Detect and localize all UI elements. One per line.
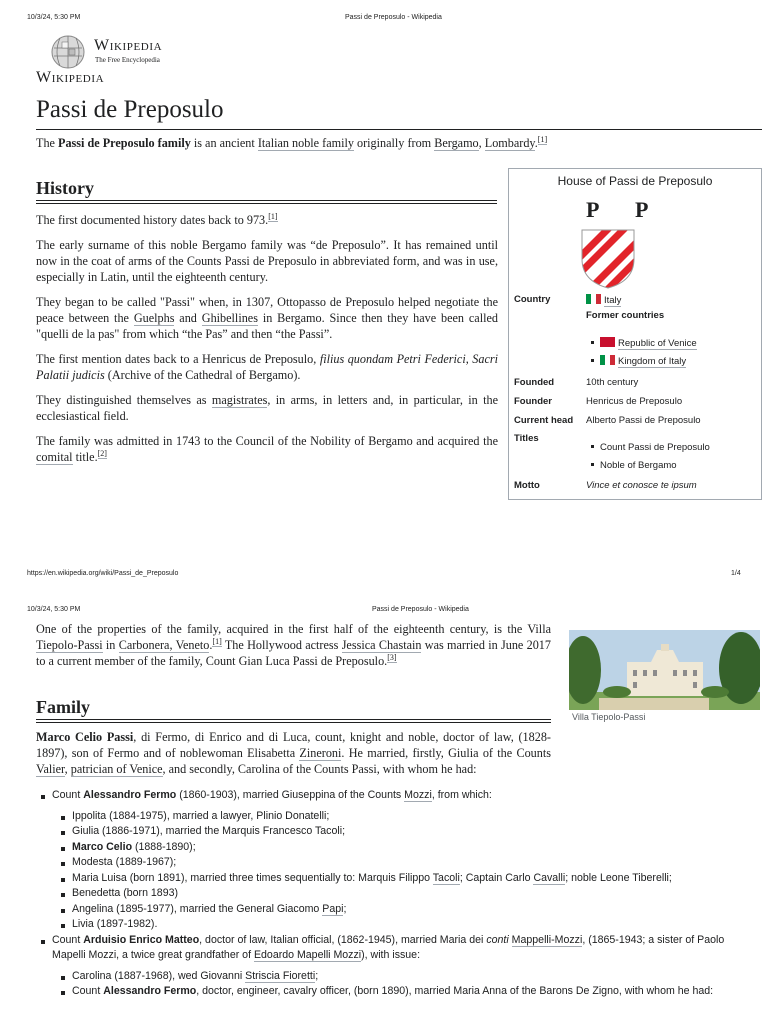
print-url: https://en.wikipedia.org/wiki/Passi_de_Preposulo bbox=[27, 570, 179, 577]
link-republic-of-venice[interactable]: Republic of Venice bbox=[618, 338, 697, 349]
link-zineroni[interactable]: Zineroni bbox=[299, 746, 342, 760]
coat-of-arms-shield[interactable] bbox=[581, 229, 635, 292]
villa-paragraph: One of the properties of the family, acquired in the first half of the eighteenth century, is the Villa Tiepolo-Passi in Carbonera, Veneto.[1] The Hollywood actress Jessica Chastain was married in June 2017 to a current member of the family, Count Gian Luca Passi de Preposulo.[3] bbox=[36, 622, 551, 668]
link-valier[interactable]: Valier bbox=[36, 762, 65, 776]
heading-rule bbox=[36, 200, 497, 204]
link-italy[interactable]: Italy bbox=[604, 295, 622, 306]
value-title-1: Count Passi de Preposulo bbox=[591, 442, 710, 453]
history-p4: The first mention dates back to a Henricus de Preposulo, filius quondam Petri Federici, Sacri Palatii judicis (Archive of the Cathedral of Bergamo). bbox=[36, 352, 498, 382]
print-title: Passi de Preposulo - Wikipedia bbox=[372, 606, 469, 613]
link-villa-tiepolo-passi[interactable]: Tiepolo-Passi bbox=[36, 638, 103, 652]
villa-photo-caption: Villa Tiepolo-Passi bbox=[572, 712, 646, 722]
value-country bbox=[586, 294, 621, 306]
list-item: Livia (1897-1982). bbox=[36, 917, 736, 933]
history-p3: They began to be called "Passi" when, in 1307, Ottopasso de Preposulo helped negotiate the peace between the Guelphs and Ghibellines in Bergamo. Since then they have been called "quelli de la pas" from which “the Pas” and then “the Passi”. bbox=[36, 295, 498, 341]
print-date: 10/3/24, 5:30 PM bbox=[27, 606, 81, 613]
wikipedia-globe-logo[interactable] bbox=[50, 34, 86, 70]
link-tacoli[interactable]: Tacoli bbox=[432, 871, 460, 884]
history-p1: The first documented history dates back to 973.[1] bbox=[36, 211, 278, 227]
arms-letter-left: P bbox=[586, 197, 600, 222]
citation-3[interactable]: [3] bbox=[387, 652, 397, 662]
history-section bbox=[36, 212, 498, 465]
history-p5: They distinguished themselves as magistrates, in arms, in letters and, in particular, in the ecclesiastical field. bbox=[36, 393, 499, 423]
link-lombardy[interactable]: Lombardy bbox=[484, 136, 535, 150]
list-item: Count Alessandro Fermo (1860-1903), married Giuseppina of the Counts Mozzi, from which: bbox=[36, 788, 736, 804]
link-bergamo[interactable]: Bergamo bbox=[434, 136, 479, 150]
bullet-icon bbox=[591, 359, 594, 362]
print-page-number: 1/4 bbox=[731, 570, 741, 577]
wordmark-secondary: Wikipedia bbox=[36, 69, 105, 86]
italy-flag-icon bbox=[586, 294, 601, 304]
link-striscia-fioretti[interactable]: Striscia Fioretti bbox=[245, 969, 316, 982]
arms-letter-right: P bbox=[635, 197, 649, 222]
history-p6: The family was admitted in 1743 to the Council of the Nobility of Bergamo and acquired the comital title.[2] bbox=[36, 434, 498, 464]
link-mappelli-mozzi[interactable]: Mappelli-Mozzi bbox=[511, 933, 583, 946]
infobox bbox=[508, 168, 762, 500]
label-titles: Titles bbox=[514, 433, 539, 444]
print-title: Passi de Preposulo - Wikipedia bbox=[345, 14, 442, 21]
intro-paragraph: The Passi de Preposulo family is an ancient Italian noble family originally from Bergamo, Lombardy.[1] bbox=[36, 134, 548, 150]
link-patrician-of-venice[interactable]: patrician of Venice bbox=[70, 762, 163, 776]
value-former-2 bbox=[591, 355, 686, 367]
link-italian-nobility[interactable]: Italian noble family bbox=[257, 136, 354, 150]
bullet-icon bbox=[591, 463, 594, 466]
value-founder: Henricus de Preposulo bbox=[586, 396, 683, 407]
page-title: Passi de Preposulo bbox=[36, 96, 224, 123]
value-former-1 bbox=[591, 337, 697, 349]
link-kingdom-of-italy[interactable]: Kingdom of Italy bbox=[618, 356, 687, 367]
list-item: Carolina (1887-1968), wed Giovanni Striscia Fioretti; bbox=[36, 969, 736, 985]
villa-photo[interactable] bbox=[569, 630, 760, 710]
link-mozzi[interactable]: Mozzi bbox=[404, 789, 432, 801]
list-item: Marco Celio (1888-1890); bbox=[36, 840, 736, 856]
label-founder: Founder bbox=[514, 396, 552, 407]
infobox-title: House of Passi de Preposulo bbox=[557, 174, 713, 188]
link-guelphs[interactable]: Guelphs bbox=[133, 311, 175, 325]
value-title-2: Noble of Bergamo bbox=[591, 460, 677, 471]
list-item: Count Alessandro Fermo, doctor, engineer, cavalry officer, (born 1890), married Maria Anna of the Barons De Zigno, with whom he had: bbox=[36, 984, 736, 1000]
citation-1[interactable]: [1] bbox=[268, 211, 278, 221]
link-ghibellines[interactable]: Ghibellines bbox=[201, 311, 258, 325]
heading-family: Family bbox=[36, 697, 90, 717]
family-list bbox=[36, 788, 736, 1000]
value-founded: 10th century bbox=[586, 377, 639, 388]
citation-1[interactable]: [1] bbox=[537, 134, 548, 144]
title-rule bbox=[36, 129, 762, 130]
list-item: Maria Luisa (born 1891), married three times sequentially to: Marquis Filippo Tacoli; Captain Carlo Cavalli; noble Leone Tiberelli; bbox=[36, 871, 736, 887]
link-edoardo-mapelli-mozzi[interactable]: Edoardo Mapelli Mozzi bbox=[253, 949, 362, 961]
heading-history: History bbox=[36, 178, 94, 198]
link-carbonera[interactable]: Carbonera, Veneto bbox=[118, 638, 210, 652]
link-comital[interactable]: comital bbox=[36, 450, 73, 464]
list-item: Giulia (1886-1971), married the Marquis Francesco Tacoli; bbox=[36, 824, 736, 840]
history-p2: The early surname of this noble Bergamo family was “de Preposulo”. It has remained until now in the coat of arms of the Counts Passi de Preposulo in abbreviated form, and was in use, especially in Latin, until the eighteenth century. bbox=[36, 238, 498, 284]
label-founded: Founded bbox=[514, 377, 555, 388]
label-former-countries: Former countries bbox=[586, 310, 665, 321]
value-motto: Vince et conosce te ipsum bbox=[586, 480, 697, 491]
bullet-icon bbox=[591, 341, 594, 344]
label-country: Country bbox=[514, 294, 551, 305]
label-current-head: Current head bbox=[514, 415, 574, 426]
heading-rule bbox=[36, 719, 551, 723]
link-magistrates[interactable]: magistrates bbox=[211, 393, 268, 407]
citation-1[interactable]: [1] bbox=[212, 636, 222, 646]
list-item: Ippolita (1884-1975), married a lawyer, Plinio Donatelli; bbox=[36, 809, 736, 825]
label-motto: Motto bbox=[514, 480, 540, 491]
list-item: Modesta (1889-1967); bbox=[36, 855, 736, 871]
list-item: Count Arduisio Enrico Matteo, doctor of law, Italian official, (1862-1945), married Maria dei conti Mappelli-Mozzi, (1865-1943; a sister of Paolo Mapelli Mozzi, a twice great grandfather of Edoardo Mapelli Mozzi), with issue: bbox=[36, 933, 736, 964]
link-jessica-chastain[interactable]: Jessica Chastain bbox=[341, 638, 422, 652]
wordmark: Wikipedia bbox=[94, 37, 163, 54]
link-papi[interactable]: Papi bbox=[322, 902, 344, 915]
bullet-icon bbox=[591, 445, 594, 448]
value-current-head: Alberto Passi de Preposulo bbox=[586, 415, 701, 426]
list-item: Angelina (1895-1977), married the General Giacomo Papi; bbox=[36, 902, 736, 918]
list-item: Benedetta (born 1893) bbox=[36, 886, 736, 902]
tagline: The Free Encyclopedia bbox=[95, 56, 160, 64]
citation-2[interactable]: [2] bbox=[97, 448, 107, 458]
print-date: 10/3/24, 5:30 PM bbox=[27, 14, 81, 21]
kingdom-of-italy-flag-icon bbox=[600, 355, 615, 365]
family-paragraph: Marco Celio Passi, di Fermo, di Enrico and di Luca, count, knight and noble, doctor of law, (1828-1897), son of Fermo and of noblewoman Elisabetta Zineroni. He married, firstly, Giulia of the Counts Valier, patrician of Venice, and secondly, Carolina of the Counts Passi, with whom he had: bbox=[36, 730, 551, 776]
venice-flag-icon bbox=[600, 337, 615, 347]
link-cavalli[interactable]: Cavalli bbox=[533, 871, 566, 884]
